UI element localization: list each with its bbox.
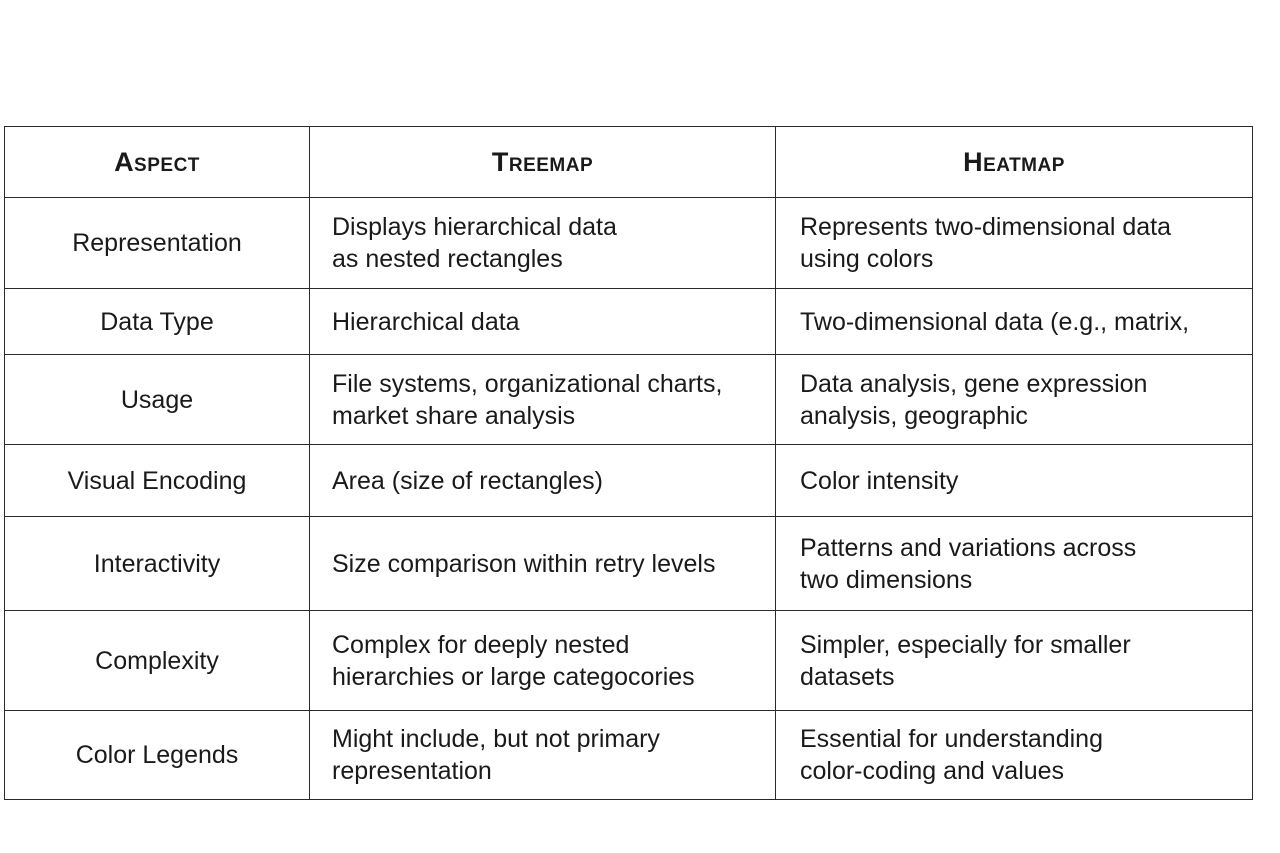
treemap-cell <box>310 611 776 711</box>
treemap-text-line: File systems, organizational charts, <box>332 369 723 398</box>
heatmap-text-line: datasets <box>800 662 895 691</box>
heatmap-text-line: Represents two-dimensional data <box>800 213 1172 241</box>
table-row <box>5 289 1253 355</box>
comparison-table-container <box>4 126 1252 800</box>
treemap-cell <box>310 711 776 800</box>
aspect-cell: Data Type <box>5 289 310 355</box>
header-heatmap: Heatmap <box>776 127 1253 198</box>
treemap-text-line: Displays hierarchical data <box>332 213 617 241</box>
aspect-cell: Interactivity <box>5 517 310 611</box>
table-row <box>5 198 1253 289</box>
heatmap-cell <box>776 198 1253 289</box>
heatmap-cell <box>776 611 1253 711</box>
heatmap-text-line: Two-dimensional data (e.g., matrix, <box>800 307 1190 336</box>
heatmap-text-line: Color intensity <box>800 466 959 495</box>
aspect-cell: Representation <box>5 198 310 289</box>
heatmap-cell <box>776 445 1253 517</box>
aspect-cell: Color Legends <box>5 711 310 800</box>
heatmap-text-line: two dimensions <box>800 565 973 594</box>
treemap-text-line: Size comparison within retry levels <box>332 549 716 578</box>
heatmap-cell <box>776 711 1253 800</box>
heatmap-text-line: Simpler, especially for smaller <box>800 630 1131 659</box>
header-treemap: Treemap <box>310 127 776 198</box>
table-row <box>5 517 1253 611</box>
header-aspect: Aspect <box>5 127 310 198</box>
treemap-text-line: as nested rectangles <box>332 245 563 273</box>
table-row <box>5 611 1253 711</box>
heatmap-text-line: color-coding and values <box>800 757 1065 785</box>
treemap-text-line: market share analysis <box>332 401 576 430</box>
treemap-text-line: Area (size of rectangles) <box>332 466 603 495</box>
treemap-cell <box>310 198 776 289</box>
aspect-cell: Visual Encoding <box>5 445 310 517</box>
treemap-cell <box>310 355 776 445</box>
treemap-cell <box>310 445 776 517</box>
treemap-text-line: Hierarchical data <box>332 307 520 336</box>
heatmap-text-line: Patterns and variations across <box>800 533 1137 562</box>
table-row <box>5 711 1253 800</box>
aspect-cell: Usage <box>5 355 310 445</box>
treemap-text-line: hierarchies or large categocories <box>332 662 695 691</box>
aspect-cell: Complexity <box>5 611 310 711</box>
heatmap-cell <box>776 355 1253 445</box>
table-row <box>5 445 1253 517</box>
table-row <box>5 355 1253 445</box>
heatmap-text-line: Data analysis, gene expression <box>800 369 1148 398</box>
heatmap-text-line: analysis, geographic <box>800 401 1028 430</box>
treemap-vs-heatmap-table <box>4 126 1253 800</box>
treemap-cell <box>310 289 776 355</box>
header-row <box>5 127 1253 198</box>
heatmap-cell <box>776 517 1253 611</box>
heatmap-text-line: Essential for understanding <box>800 725 1103 753</box>
treemap-text-line: representation <box>332 757 492 785</box>
treemap-cell <box>310 517 776 611</box>
heatmap-text-line: using colors <box>800 245 934 273</box>
heatmap-cell <box>776 289 1253 355</box>
treemap-text-line: Might include, but not primary <box>332 725 660 753</box>
treemap-text-line: Complex for deeply nested <box>332 630 630 659</box>
